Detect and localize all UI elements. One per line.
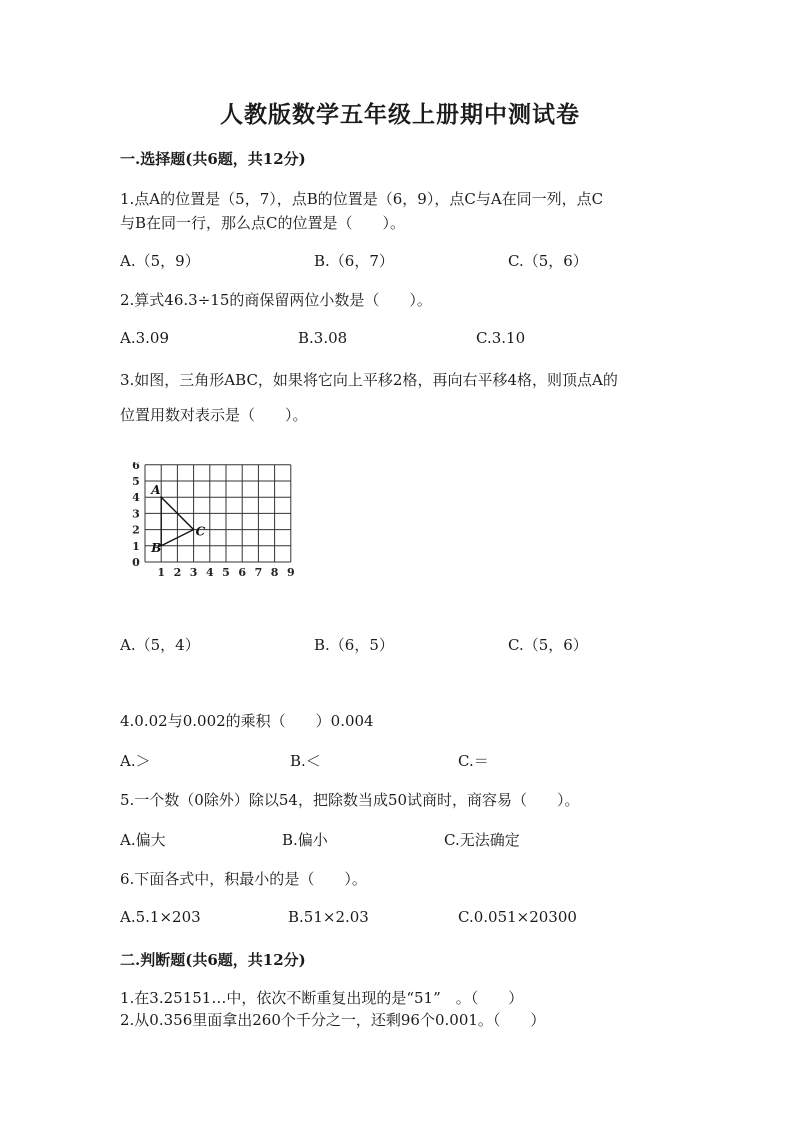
y-tick-label: 0 — [132, 556, 140, 569]
y-tick-label: 6 — [132, 462, 140, 472]
question-3-option-a: A.（5，4） — [120, 636, 200, 654]
question-1-line-2: 与B在同一行，那么点C的位置是（ ）。 — [120, 214, 406, 232]
question-2-line-1: 2.算式46.3÷15的商保留两位小数是（ ）。 — [120, 291, 432, 309]
y-tick-label: 1 — [132, 539, 140, 553]
section-heading-multiple-choice: 一.选择题(共6题，共12分) — [120, 150, 306, 168]
question-3-option-b: B.（6，5） — [314, 636, 394, 654]
question-6-option-a: A.5.1×203 — [120, 908, 201, 926]
judgment-item-1: 1.在3.25151…中，依次不断重复出现的是“51” 。（ ） — [120, 989, 524, 1007]
question-2-option-a: A.3.09 — [120, 329, 169, 347]
x-tick-label: 1 — [157, 566, 166, 579]
section-heading-true-false: 二.判断题(共6题，共12分) — [120, 951, 306, 969]
question-3-option-c: C.（5，6） — [508, 636, 588, 654]
question-1-option-c: C.（5，6） — [508, 252, 588, 270]
question-5-line-1: 5.一个数（0除外）除以54，把除数当成50试商时，商容易（ ）。 — [120, 791, 580, 809]
question-6-option-b: B.51×2.03 — [288, 908, 369, 926]
question-4-option-a: A.＞ — [120, 752, 151, 770]
question-4-option-b: B.＜ — [290, 752, 321, 770]
question-3-line-2: 位置用数对表示是（ ）。 — [120, 406, 308, 424]
coordinate-grid — [128, 462, 303, 584]
coordinate-grid-figure — [128, 462, 303, 588]
question-5-option-b: B.偏小 — [282, 831, 328, 849]
x-tick-label: 3 — [189, 566, 198, 579]
question-1-line-1: 1.点A的位置是（5，7），点B的位置是（6，9），点C与A在同一列，点C — [120, 190, 604, 208]
page-title: 人教版数学五年级上册期中测试卷 — [220, 101, 580, 128]
judgment-item-2: 2.从0.356里面拿出260个千分之一，还剩96个0.001。（ ） — [120, 1011, 546, 1029]
x-tick-label: 5 — [222, 566, 230, 579]
question-6-line-1: 6.下面各式中，积最小的是（ ）。 — [120, 870, 367, 888]
y-tick-label: 4 — [132, 491, 140, 505]
vertex-label: B — [151, 540, 162, 555]
x-tick-label: 8 — [270, 566, 279, 579]
question-2-option-b: B.3.08 — [298, 329, 348, 347]
vertex-label: C — [195, 524, 206, 539]
x-tick-label: 9 — [286, 566, 295, 579]
x-tick-label: 2 — [173, 566, 182, 579]
y-tick-label: 5 — [132, 475, 140, 488]
vertex-label: A — [151, 483, 161, 498]
question-1-option-a: A.（5，9） — [120, 252, 200, 270]
question-2-option-c: C.3.10 — [476, 329, 526, 347]
question-4-option-c: C.＝ — [458, 752, 489, 770]
question-1-option-b: B.（6，7） — [314, 252, 394, 270]
question-6-option-c: C.0.051×20300 — [458, 908, 577, 926]
x-tick-label: 7 — [254, 566, 263, 579]
x-tick-label: 4 — [205, 566, 214, 579]
y-tick-label: 3 — [132, 507, 140, 521]
question-5-option-a: A.偏大 — [120, 831, 166, 849]
question-3-line-1: 3.如图，三角形ABC，如果将它向上平移2格，再向右平移4格，则顶点A的 — [120, 371, 618, 389]
question-5-option-c: C.无法确定 — [444, 831, 520, 849]
question-4-line-1: 4.0.02与0.002的乘积（ ）0.004 — [120, 712, 374, 730]
y-tick-label: 2 — [132, 523, 140, 537]
x-tick-label: 6 — [238, 566, 247, 579]
